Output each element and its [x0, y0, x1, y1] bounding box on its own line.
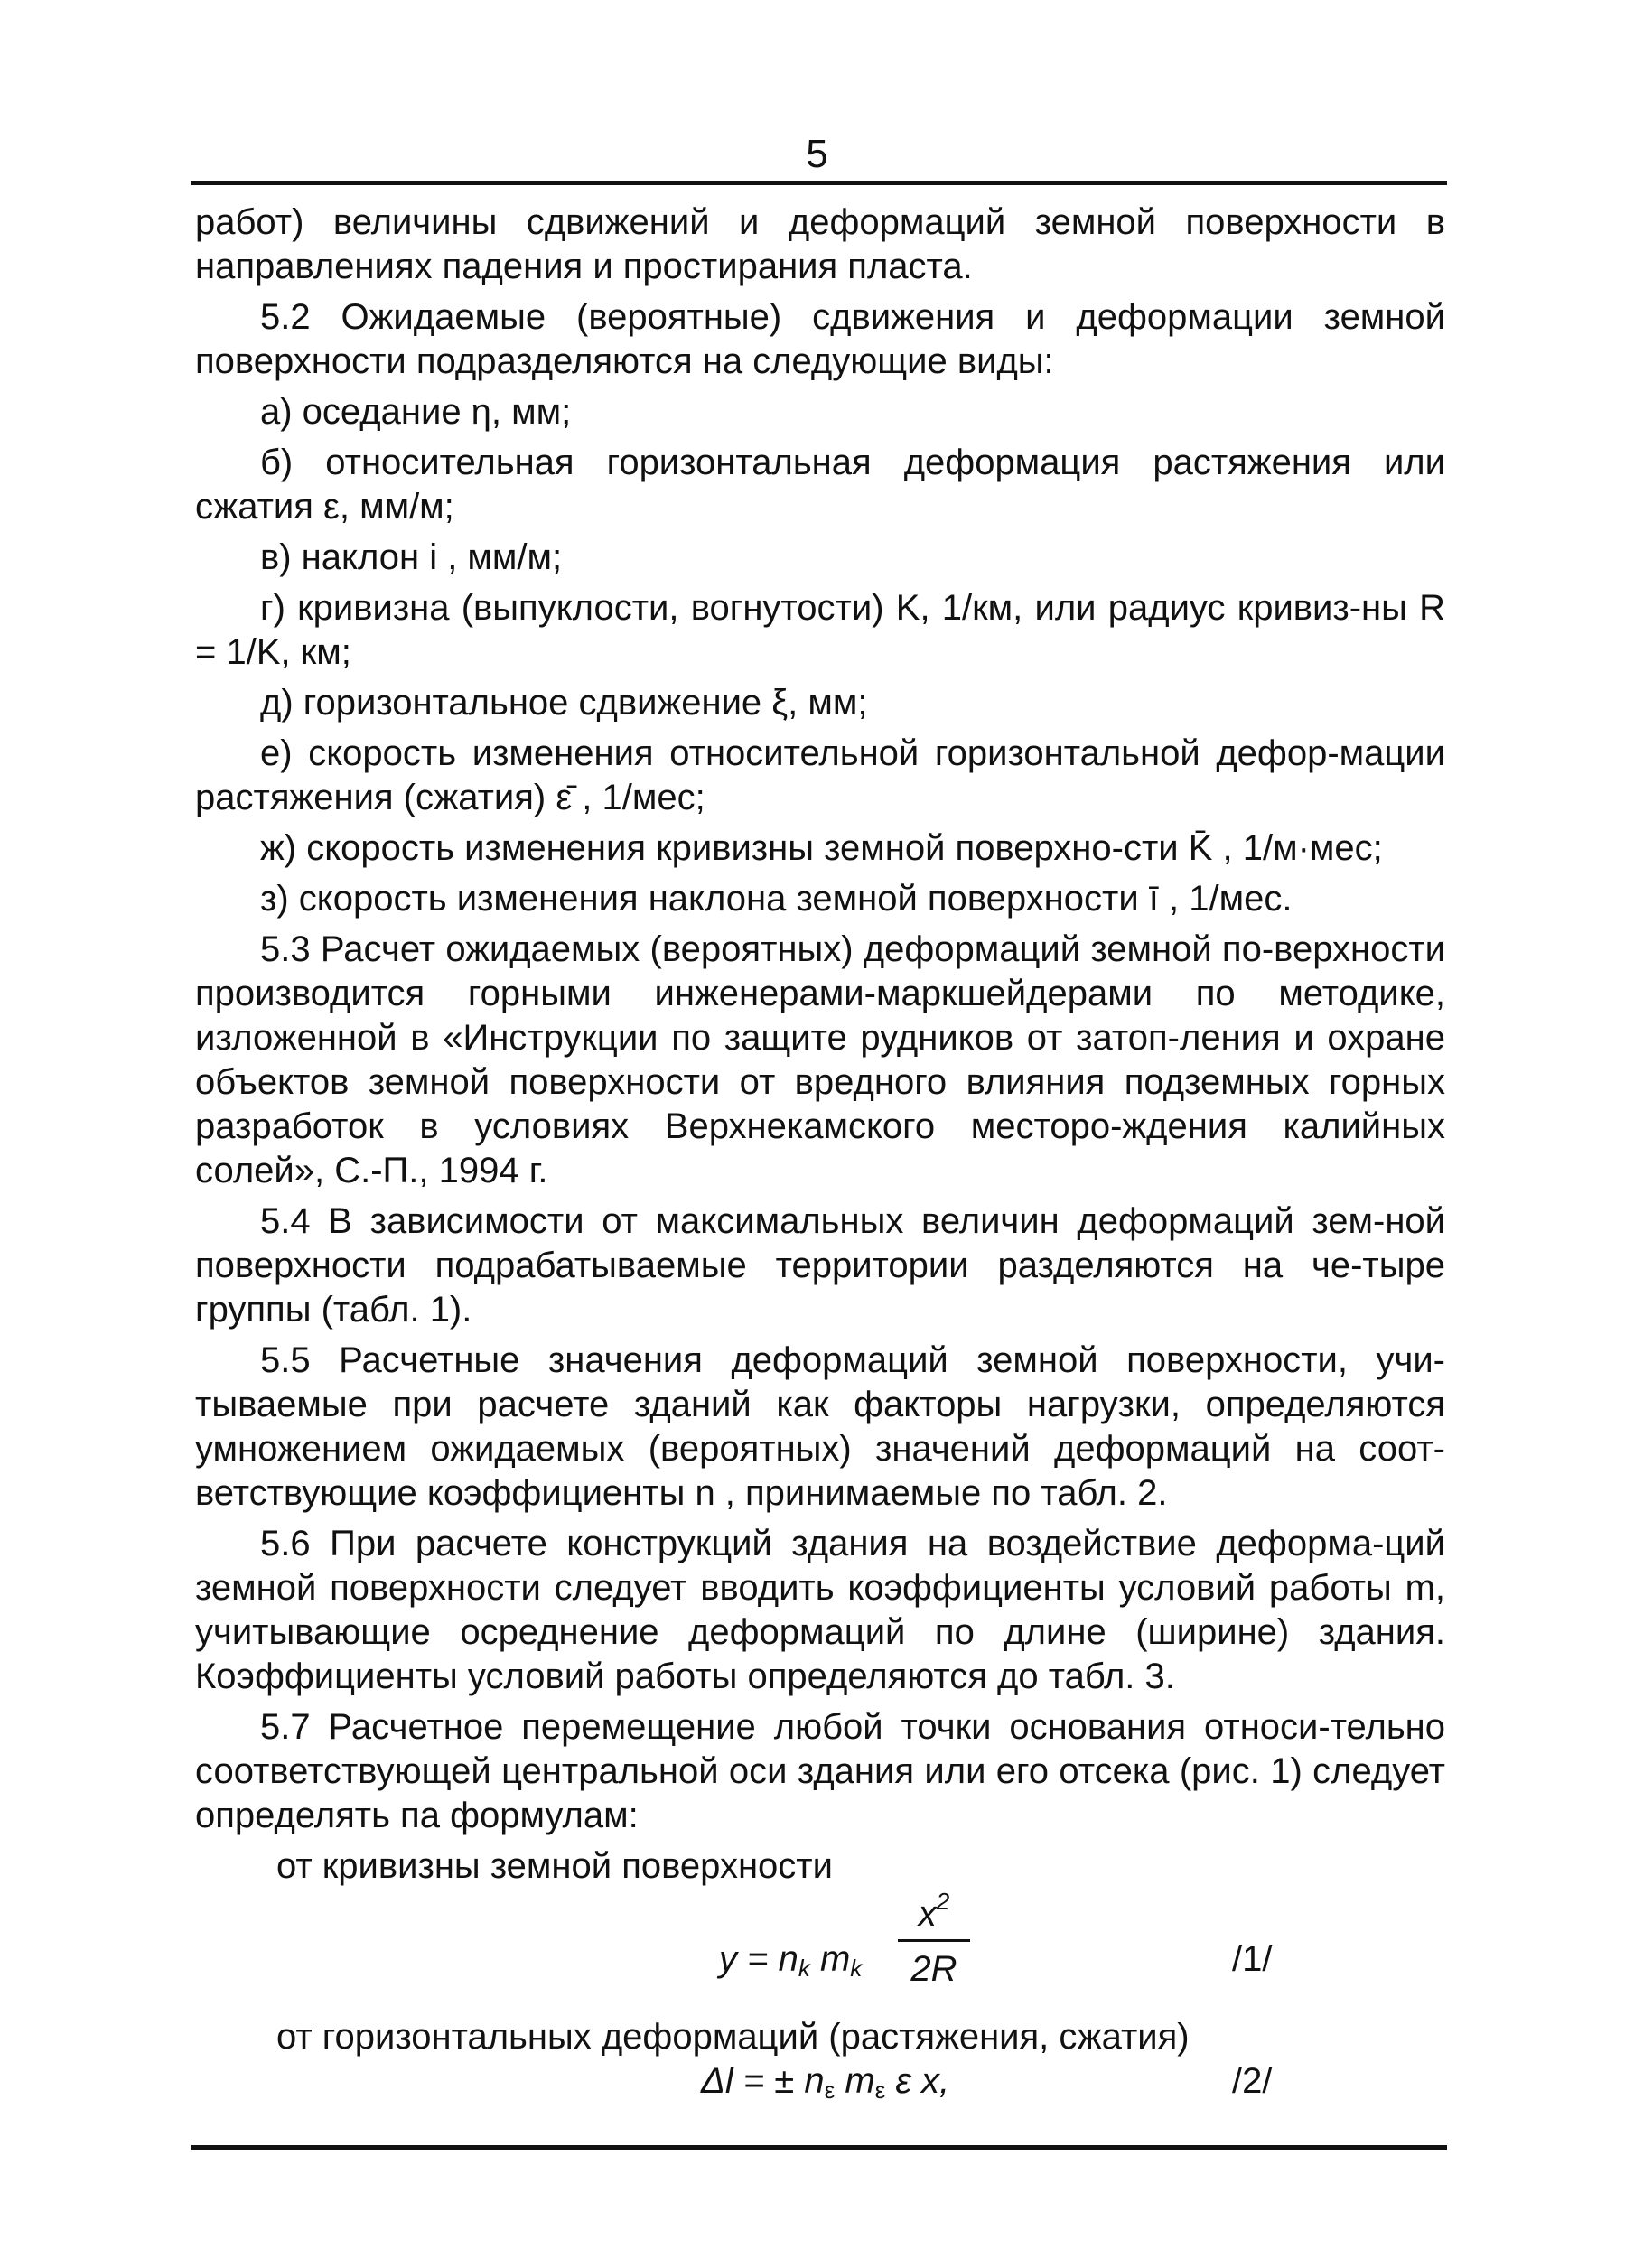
list-item-e: е) скорость изменения относительной горизонтальной дефор-мации растяжения (сжатия) ε̄ , 1/мес; — [195, 733, 1445, 817]
section-5-5: 5.5 Расчетные значения деформаций земной поверхности, учи-тываемые при расчете зданий как факторы нагрузки, определяются умножением ожидаемых (вероятных) значений деформаций на соот-ветствующие коэффициенты n , принимаемые по табл. 2. — [195, 1340, 1445, 1513]
list-item-v: в) наклон i , мм/м; — [260, 537, 563, 577]
formula-1-denominator: 2R — [910, 1949, 957, 1989]
list-item-d: д) горизонтальное сдвижение ξ, мм; — [260, 683, 868, 723]
formula-2 — [195, 2059, 1445, 2108]
formula-1-lhs: $y = n_k$ $m_k$ — [719, 1939, 863, 1982]
fraction-bar — [898, 1939, 970, 1942]
section-5-4: 5.4 В зависимости от максимальных величин деформаций зем-ной поверхности подрабатываемые территории разделяются на че-тыре группы (табл. 1). — [195, 1201, 1445, 1330]
list-item-z: з) скорость изменения наклона земной поверхности ī , 1/мес. — [260, 879, 1293, 919]
section-5-3: 5.3 Расчет ожидаемых (вероятных) деформаций земной по-верхности производится горными инженерами-маркшейдерами по методике, изложенной в «Инструкции по защите рудников от затоп-ления и охране объектов земной поверхности от вредного влияния подземных горных разработок в условиях Верхнекамского месторо-ждения калийных солей», С.-П., 1994 г. — [195, 929, 1445, 1190]
section-5-6: 5.6 При расчете конструкций здания на воздействие деформа-ций земной поверхности следует вводить коэффициенты условий работы m, учитывающие осреднение деформаций по длине (ширине) здания. Коэффициенты условий работы определяются до табл. 3. — [195, 1524, 1445, 1696]
page-number: 5 — [806, 132, 828, 176]
section-5-7: 5.7 Расчетное перемещение любой точки основания относи-тельно соответствующей центральной оси здания или его отсека (рис. 1) следует определять па формулам: — [195, 1707, 1445, 1835]
list-item-zh: ж) скорость изменения кривизны земной поверхно-сти K̄ , 1/м·мес; — [260, 828, 1383, 868]
formula-2-number: /2/ — [1232, 2061, 1273, 2101]
list-item-b: б) относительная горизонтальная деформация растяжения или сжатия ε, мм/м; — [195, 443, 1445, 527]
formula-intro-curvature: от кривизны земной поверхности — [276, 1846, 833, 1886]
formula-1-number: /1/ — [1232, 1939, 1273, 1979]
list-item-g: г) кривизна (выпуклости, вогнутости) K, 1/км, или радиус кривиз-ны R = 1/K, км; — [195, 588, 1445, 672]
header-rule — [191, 181, 1447, 185]
formula-1 — [195, 1890, 1445, 2015]
footer-rule — [191, 2145, 1447, 2150]
list-item-a: а) оседание η, мм; — [260, 392, 572, 432]
formula-1-numerator: $x^2$ — [918, 1888, 950, 1934]
formula-2-expression: Δl = ± $n_\varepsilon$ $m_\varepsilon$ ε x, — [701, 2061, 950, 2104]
intro-paragraph: работ) величины сдвижений и деформаций земной поверхности в направлениях падения и простирания пласта. — [195, 202, 1445, 286]
formula-intro-horizontal: от горизонтальных деформаций (растяжения, сжатия) — [276, 2017, 1190, 2057]
formula-1-fraction — [898, 1890, 970, 1993]
section-5-2: 5.2 Ожидаемые (вероятные) сдвижения и деформации земной поверхности подразделяются на следующие виды: — [195, 297, 1445, 381]
document-body — [195, 201, 1445, 2108]
